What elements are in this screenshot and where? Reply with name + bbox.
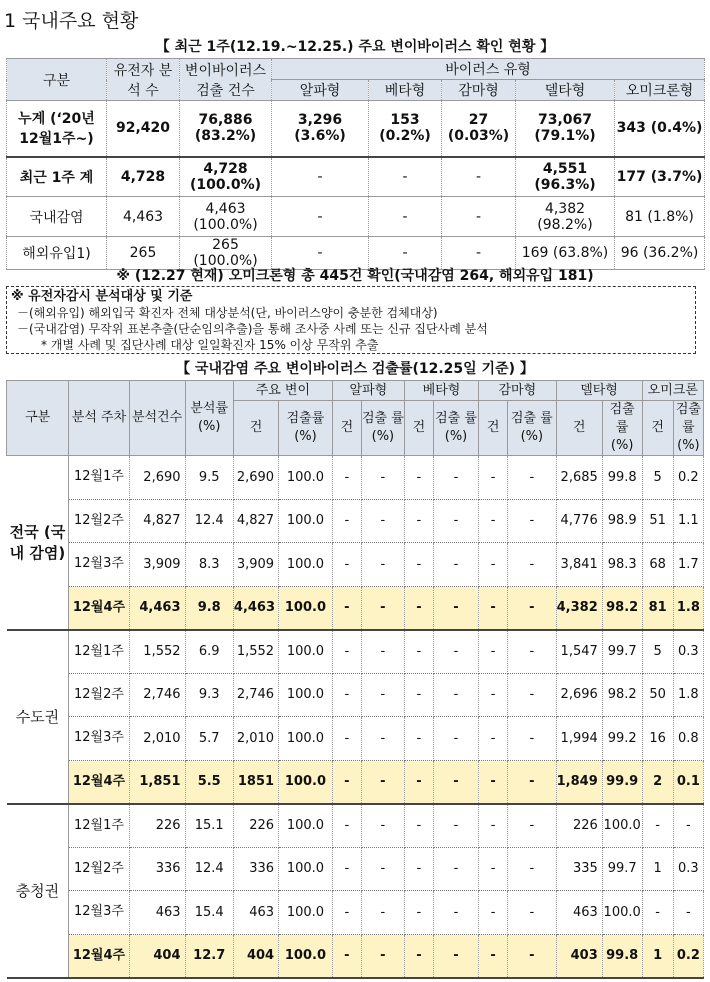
h2-cases: 건	[479, 401, 508, 456]
week-cell: 12월1주	[69, 630, 129, 674]
cell: -	[404, 847, 433, 891]
cell: -	[442, 157, 516, 197]
table-row	[7, 717, 704, 761]
cell: 3,841	[556, 543, 602, 587]
cell: -	[479, 543, 508, 587]
cell: 12.7	[185, 934, 233, 978]
cell: -	[508, 760, 556, 804]
cell: 99.9	[602, 760, 642, 804]
cell: -	[479, 804, 508, 848]
cell: 100.0	[279, 717, 333, 761]
cell: -	[404, 543, 433, 587]
cell: 265	[107, 237, 180, 270]
cell: 5.5	[185, 760, 233, 804]
h2-cases: 건	[332, 401, 361, 456]
cell: 9.8	[185, 586, 233, 630]
week-cell: 12월2주	[69, 847, 129, 891]
week-cell: 12월3주	[69, 717, 129, 761]
cell: 0.3	[673, 847, 703, 891]
h2-det-rate: 검출 률 (%)	[508, 401, 556, 456]
cell: 1851	[233, 760, 278, 804]
cell: -	[479, 673, 508, 717]
table-row	[7, 673, 704, 717]
cell: -	[673, 804, 703, 848]
variant-summary-table	[6, 58, 705, 270]
cell: 99.2	[602, 717, 642, 761]
cell: -	[332, 543, 361, 587]
cell: 76,886 (83.2%)	[180, 101, 272, 157]
week-cell: 12월3주	[69, 891, 129, 935]
header-gamma: 감마형	[442, 80, 516, 101]
header-delta: 델타형	[516, 80, 615, 101]
cell: 99.7	[602, 847, 642, 891]
cell: -	[433, 847, 478, 891]
cell: 92,420	[107, 101, 180, 157]
week-cell: 12월2주	[69, 673, 129, 717]
cell: -	[404, 586, 433, 630]
cell: 100.0	[279, 630, 333, 674]
table-row	[7, 586, 704, 630]
cell: -	[508, 847, 556, 891]
cell: -	[361, 456, 404, 500]
cell: -	[361, 499, 404, 543]
criteria-heading: ※ 유전자감시 분석대상 및 기준	[11, 289, 193, 304]
header-omicron: 오미크론형	[615, 80, 705, 101]
cell: -	[404, 891, 433, 935]
cell: -	[332, 630, 361, 674]
h2-det-rate: 검출 률 (%)	[433, 401, 478, 456]
cell: -	[508, 586, 556, 630]
cell: -	[479, 891, 508, 935]
cell: 1,851	[129, 760, 185, 804]
section2-title: 【 국내감염 주요 변이바이러스 검출률(12.25일 기준) 】	[176, 361, 534, 377]
week-cell: 12월1주	[69, 804, 129, 848]
cell: 463	[233, 891, 278, 935]
cell: -	[433, 586, 478, 630]
cell: 98.2	[602, 673, 642, 717]
cell: 1	[642, 847, 673, 891]
cell: 1.8	[673, 586, 703, 630]
cell: 153 (0.2%)	[369, 101, 442, 157]
cell: -	[433, 934, 478, 978]
cell: 100.0	[279, 804, 333, 848]
cell: 404	[129, 934, 185, 978]
h2-week: 분석 주차	[69, 381, 129, 456]
cell: 1,547	[556, 630, 602, 674]
cell: 5.7	[185, 717, 233, 761]
cell: -	[508, 456, 556, 500]
table-row	[7, 456, 704, 500]
table-row	[7, 760, 704, 804]
week-cell: 12월2주	[69, 499, 129, 543]
cell: 9.5	[185, 456, 233, 500]
cell: -	[404, 456, 433, 500]
cell: 0.2	[673, 934, 703, 978]
h2-cases: 건	[556, 401, 602, 456]
cell: 68	[642, 543, 673, 587]
header-variant: 변이바이러스 검출 건수	[180, 59, 272, 101]
table-row	[7, 543, 704, 587]
cell: -	[479, 586, 508, 630]
cell: -	[361, 586, 404, 630]
cell: -	[442, 237, 516, 270]
cell: 463	[129, 891, 185, 935]
cell: 1,849	[556, 760, 602, 804]
cell: 404	[233, 934, 278, 978]
h2-det-rate: 검출 률 (%)	[361, 401, 404, 456]
cell: -	[404, 804, 433, 848]
cell: -	[433, 499, 478, 543]
cell: 99.8	[602, 934, 642, 978]
cell: -	[332, 586, 361, 630]
cell: 0.1	[673, 760, 703, 804]
cell: 403	[556, 934, 602, 978]
cell: 98.3	[602, 543, 642, 587]
cell: 336	[129, 847, 185, 891]
h2-delta: 델타형	[556, 381, 642, 401]
cell: 99.8	[602, 456, 642, 500]
cell: 0.2	[673, 456, 703, 500]
row-label: 해외유입1)	[7, 237, 107, 270]
cell: 226	[233, 804, 278, 848]
cell: 1,552	[129, 630, 185, 674]
week-cell: 12월3주	[69, 543, 129, 587]
cell: -	[361, 934, 404, 978]
cell: 1,552	[233, 630, 278, 674]
cell: 0.3	[673, 630, 703, 674]
table-row	[7, 499, 704, 543]
cell: 1.8	[673, 673, 703, 717]
h2-cases: 건	[233, 401, 278, 456]
week-cell: 12월4주	[69, 586, 129, 630]
table-row	[7, 804, 704, 848]
cell: 4,382 (98.2%)	[516, 197, 615, 237]
cell: 4,728 (100.0%)	[180, 157, 272, 197]
cell: 50	[642, 673, 673, 717]
h2-cases: 건	[404, 401, 433, 456]
cell: 226	[129, 804, 185, 848]
cell: -	[332, 934, 361, 978]
header-alpha: 알파형	[272, 80, 369, 101]
cell: 12.4	[185, 847, 233, 891]
region-label: 수도권	[7, 630, 69, 804]
cell: 27 (0.03%)	[442, 101, 516, 157]
cell: -	[272, 197, 369, 237]
cell: 15.4	[185, 891, 233, 935]
cell: 177 (3.7%)	[615, 157, 705, 197]
region-label: 전국 (국내 감염)	[7, 456, 69, 630]
cell: -	[673, 891, 703, 935]
h2-category: 구분	[7, 381, 69, 456]
cell: 4,463 (100.0%)	[180, 197, 272, 237]
cell: -	[361, 804, 404, 848]
cell: 4,827	[129, 499, 185, 543]
week-cell: 12월1주	[69, 456, 129, 500]
cell: -	[479, 934, 508, 978]
h2-det-rate: 검출 률 (%)	[602, 401, 642, 456]
cell: 3,296 (3.6%)	[272, 101, 369, 157]
cell: 343 (0.4%)	[615, 101, 705, 157]
week-cell: 12월4주	[69, 760, 129, 804]
cell: -	[361, 891, 404, 935]
cell: -	[433, 456, 478, 500]
cell: -	[361, 630, 404, 674]
cell: 1.7	[673, 543, 703, 587]
cell: 99.7	[602, 630, 642, 674]
table-row	[7, 630, 704, 674]
cell: 9.3	[185, 673, 233, 717]
criteria-line: * 개별 사례 및 집단사례 대상 일일확진자 15% 이상 무작위 추출	[41, 338, 379, 352]
cell: 100.0	[279, 847, 333, 891]
h2-det-rate: 검출 률 (%)	[673, 401, 703, 456]
cell: 81	[642, 586, 673, 630]
cell: 4,827	[233, 499, 278, 543]
h2-major: 주요 변이	[233, 381, 332, 401]
cell: 2,010	[233, 717, 278, 761]
cell: -	[479, 717, 508, 761]
cell: 100.0	[279, 673, 333, 717]
week-cell: 12월4주	[69, 934, 129, 978]
cell: 100.0	[279, 934, 333, 978]
cell: -	[404, 717, 433, 761]
cell: -	[361, 760, 404, 804]
cell: 100.0	[602, 891, 642, 935]
cell: 100.0	[279, 586, 333, 630]
cell: -	[332, 804, 361, 848]
cell: -	[332, 456, 361, 500]
cell: 1,994	[556, 717, 602, 761]
table-row	[7, 934, 704, 978]
cell: 2,690	[233, 456, 278, 500]
cell: 5	[642, 456, 673, 500]
cell: 100.0	[279, 499, 333, 543]
cell: 4,776	[556, 499, 602, 543]
cell: 8.3	[185, 543, 233, 587]
domestic-detection-table	[6, 380, 704, 979]
cell: -	[433, 630, 478, 674]
cell: -	[332, 499, 361, 543]
cell: -	[369, 197, 442, 237]
cell: 1	[642, 934, 673, 978]
cell: -	[361, 543, 404, 587]
row-label: 최근 1주 계	[7, 157, 107, 197]
cell: 4,463	[233, 586, 278, 630]
header-genome: 유전자 분석 수	[107, 59, 180, 101]
cell: -	[404, 673, 433, 717]
cell: -	[404, 630, 433, 674]
cell: -	[508, 717, 556, 761]
cell: -	[272, 237, 369, 270]
table-row	[7, 197, 705, 237]
cell: 0.8	[673, 717, 703, 761]
cell: 3,909	[233, 543, 278, 587]
cell: -	[433, 673, 478, 717]
cell: -	[508, 804, 556, 848]
h2-alpha: 알파형	[332, 381, 404, 401]
cell: 4,551 (96.3%)	[516, 157, 615, 197]
h2-gamma: 감마형	[479, 381, 556, 401]
cell: 169 (63.8%)	[516, 237, 615, 270]
cell: 16	[642, 717, 673, 761]
h2-beta: 베타형	[404, 381, 478, 401]
cell: 2,696	[556, 673, 602, 717]
cell: 2,010	[129, 717, 185, 761]
header-virus-type: 바이러스 유형	[272, 59, 705, 80]
cell: 4,728	[107, 157, 180, 197]
table-row	[7, 847, 704, 891]
cell: 4,382	[556, 586, 602, 630]
cell: -	[508, 673, 556, 717]
cell: 2,746	[129, 673, 185, 717]
cell: -	[508, 934, 556, 978]
cell: -	[642, 891, 673, 935]
cell: 100.0	[602, 804, 642, 848]
cell: -	[508, 543, 556, 587]
criteria-line: －(해외유입) 해외입국 확진자 전체 대상분석(단, 바이러스양이 충분한 검체대상)	[17, 306, 438, 320]
cell: -	[332, 717, 361, 761]
cell: -	[479, 630, 508, 674]
page-title: 1 국내주요 현황	[4, 10, 139, 32]
cell: -	[479, 847, 508, 891]
cell: -	[642, 804, 673, 848]
cell: 4,463	[129, 586, 185, 630]
cell: 2,685	[556, 456, 602, 500]
h2-det-rate: 검출률 (%)	[279, 401, 333, 456]
h2-count: 분석건수	[129, 381, 185, 456]
table-row	[7, 101, 705, 157]
cell: -	[479, 456, 508, 500]
cell: 1.1	[673, 499, 703, 543]
cell: 463	[556, 891, 602, 935]
cell: -	[508, 499, 556, 543]
header-beta: 베타형	[369, 80, 442, 101]
cell: 100.0	[279, 891, 333, 935]
h2-cases: 건	[642, 401, 673, 456]
cell: 2,746	[233, 673, 278, 717]
cell: -	[404, 934, 433, 978]
cell: 81 (1.8%)	[615, 197, 705, 237]
cell: -	[404, 760, 433, 804]
cell: -	[332, 673, 361, 717]
h2-omicron: 오미크론	[642, 381, 703, 401]
cell: -	[332, 760, 361, 804]
cell: 100.0	[279, 760, 333, 804]
cell: 5	[642, 630, 673, 674]
omicron-note: ※ (12.27 현재) 오미크론형 총 445건 확인(국내감염 264, 해외유입 181)	[116, 268, 594, 284]
cell: -	[361, 673, 404, 717]
cell: 51	[642, 499, 673, 543]
row-label: 누계 (‘20년 12월1주~)	[7, 101, 107, 157]
cell: 73,067 (79.1%)	[516, 101, 615, 157]
row-label: 국내감염	[7, 197, 107, 237]
cell: 12.4	[185, 499, 233, 543]
cell: -	[433, 717, 478, 761]
cell: 336	[233, 847, 278, 891]
cell: -	[479, 499, 508, 543]
cell: 15.1	[185, 804, 233, 848]
cell: 2,690	[129, 456, 185, 500]
cell: 98.9	[602, 499, 642, 543]
cell: 98.2	[602, 586, 642, 630]
cell: 4,463	[107, 197, 180, 237]
cell: -	[433, 760, 478, 804]
cell: 335	[556, 847, 602, 891]
cell: 100.0	[279, 543, 333, 587]
h2-rate: 분석률 (%)	[185, 381, 233, 456]
cell: 226	[556, 804, 602, 848]
cell: -	[404, 499, 433, 543]
criteria-line: －(국내감염) 무작위 표본추출(단순임의추출)을 통해 조사중 사례 또는 신규 집단사례 분석	[17, 322, 488, 336]
cell: -	[361, 847, 404, 891]
section1-title: 【 최근 1주(12.19.~12.25.) 주요 변이바이러스 확인 현황 】	[155, 39, 555, 55]
cell: 265 (100.0%)	[180, 237, 272, 270]
cell: -	[479, 760, 508, 804]
cell: 100.0	[279, 456, 333, 500]
cell: -	[332, 847, 361, 891]
region-label: 충청권	[7, 804, 69, 978]
cell: -	[272, 157, 369, 197]
cell: -	[508, 891, 556, 935]
cell: 3,909	[129, 543, 185, 587]
cell: -	[442, 197, 516, 237]
cell: -	[332, 891, 361, 935]
analysis-criteria-box	[6, 286, 696, 354]
table-row	[7, 891, 704, 935]
table-row	[7, 157, 705, 197]
cell: -	[508, 630, 556, 674]
cell: -	[369, 237, 442, 270]
cell: -	[433, 543, 478, 587]
cell: -	[369, 157, 442, 197]
cell: -	[433, 891, 478, 935]
cell: 6.9	[185, 630, 233, 674]
cell: 2	[642, 760, 673, 804]
cell: 96 (36.2%)	[615, 237, 705, 270]
header-category: 구분	[7, 59, 107, 101]
cell: -	[361, 717, 404, 761]
cell: -	[433, 804, 478, 848]
